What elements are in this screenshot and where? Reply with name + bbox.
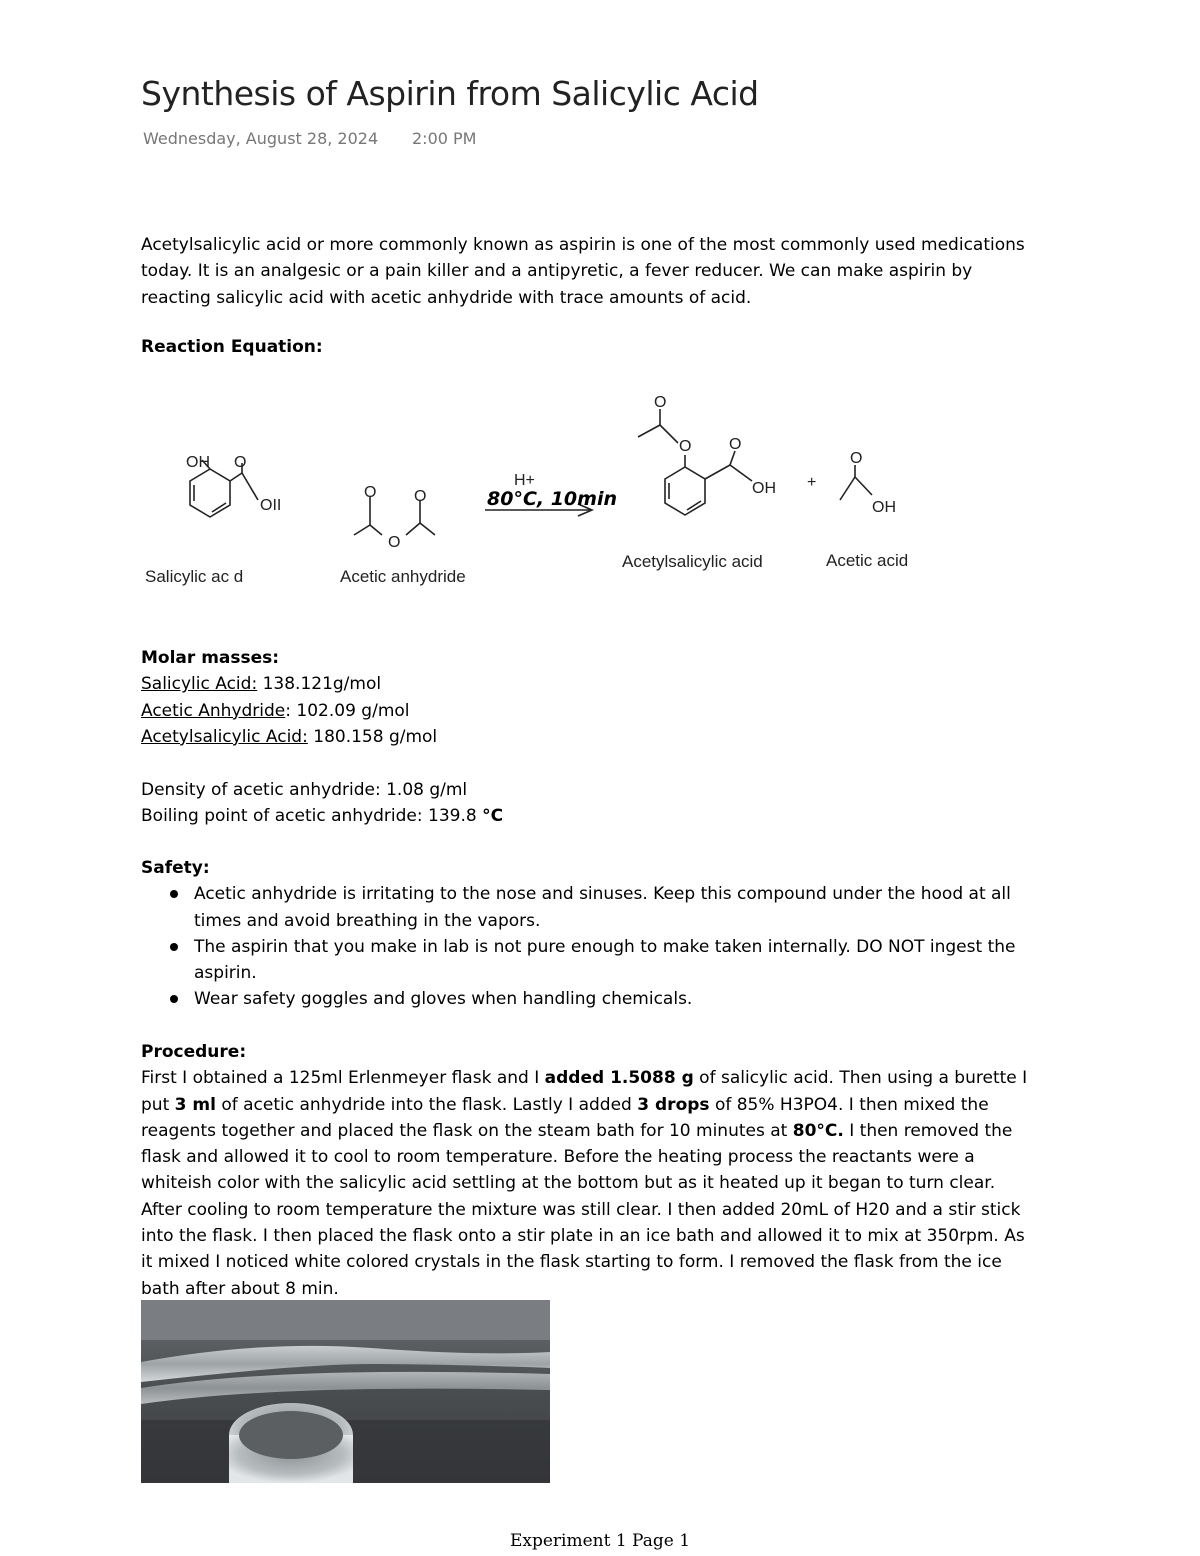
aspirin-ring [665, 467, 705, 515]
acetylsalicylic-acid-label: Acetylsalicylic acid [622, 552, 763, 571]
list-item [194, 881, 1041, 934]
page-date: Wednesday, August 28, 2024 [143, 129, 379, 148]
salicylic-acid-label: Salicylic ac d [145, 567, 244, 586]
safety-item-text: Acetic anhydride is irritating to the nose and sinuses. Keep this compound under the hood at all times and avoid breathing in the vapors. [194, 884, 1011, 931]
compound-value: 180.158 g/mol [307, 726, 438, 747]
bullet-icon [170, 890, 178, 898]
safety-heading: Safety: [141, 858, 210, 878]
plus-sign: + [807, 474, 817, 491]
atom-label: O [234, 454, 247, 471]
catalyst-label: H+ [514, 472, 535, 489]
procedure-section [141, 1039, 1041, 1302]
safety-item-text: Wear safety goggles and gloves when handling chemicals. [194, 989, 693, 1010]
molar-mass-row [141, 698, 1041, 724]
procedure-run: of acetic anhydride into the flask. Lastly I added [215, 1094, 638, 1115]
molar-mass-row [141, 724, 1041, 750]
intro-paragraph: Acetylsalicylic acid or more commonly known as aspirin is one of the most commonly used medications today. It is an analgesic or a pain killer and a antipyretic, a fever reducer. We can make aspirin by reacting salicylic acid with acetic anhydride with trace amounts of acid. [141, 235, 1025, 308]
procedure-emphasis: 80°C. [792, 1120, 844, 1141]
atom-label: OH [186, 454, 210, 471]
bullet-icon [170, 943, 178, 951]
reaction-scheme [130, 385, 960, 605]
procedure-run: I then removed the flask and allowed it to cool to room temperature. Before the heating process the reactants were a whiteish color with the salicylic acid settling at the bottom but as it heated up it began to turn clear. After cooling to room temperature the mixture was still clear. I then added 20mL of H20 and a stir stick into the flask. I then placed the flask onto a stir plate in an ice bath and allowed it to mix at 350rpm. As it mixed I noticed white colored crystals in the flask starting to form. I removed the flask from the ice bath after about 8 min. [141, 1120, 1025, 1299]
atom-label: O [364, 484, 377, 501]
compound-name: Salicylic Acid: [141, 674, 258, 695]
procedure-run: of salicylic acid. Then using a burette I put [141, 1068, 1028, 1115]
molar-masses-section [141, 645, 1041, 750]
procedure-emphasis: 3 drops [637, 1094, 710, 1115]
safety-item-text: The aspirin that you make in lab is not pure enough to make taken internally. DO NOT ingest the aspirin. [194, 936, 1016, 984]
list-item [194, 986, 1041, 1012]
atom-label: O [729, 436, 742, 453]
page-footer: Experiment 1 Page 1 [509, 1531, 691, 1551]
safety-list [141, 881, 1041, 1012]
acetic-anhydride-label: Acetic anhydride [340, 567, 466, 586]
procedure-emphasis: added 1.5088 g [544, 1068, 694, 1089]
atom-label: OII [260, 497, 282, 514]
procedure-run: First I obtained a 125ml Erlenmeyer flask and I [141, 1068, 545, 1089]
density-line: Density of acetic anhydride: 1.08 g/ml [141, 780, 468, 800]
safety-section [141, 855, 1041, 1013]
atom-label: OH [872, 499, 896, 516]
atom-label: O [679, 438, 692, 455]
atom-label: O [388, 534, 401, 551]
list-item [194, 934, 1041, 987]
procedure-run: of 85% H3PO4. I then mixed the reagents together and placed the flask on the steam bath for 10 minutes at [141, 1094, 989, 1141]
compound-name: Acetylsalicylic Acid: [141, 726, 308, 747]
acetic-acid-label: Acetic acid [826, 551, 909, 570]
reaction-heading: Reaction Equation: [141, 337, 323, 357]
flask-photo [141, 1300, 550, 1483]
page-title: Synthesis of Aspirin from Salicylic Acid [141, 74, 759, 113]
atom-label: O [654, 394, 667, 411]
procedure-emphasis: 3 ml [174, 1094, 216, 1115]
bullet-icon [170, 995, 178, 1003]
molar-mass-row [141, 671, 1041, 697]
atom-label: O [850, 450, 863, 467]
procedure-text [141, 1065, 1041, 1302]
compound-value: : 102.09 g/mol [285, 700, 410, 721]
boiling-point-line [141, 803, 1041, 829]
salicylic-ring [190, 469, 230, 517]
page-time: 2:00 PM [412, 129, 477, 148]
molar-masses-heading: Molar masses: [141, 648, 280, 668]
boiling-point-text: Boiling point of acetic anhydride: 139.8 [141, 806, 483, 827]
conditions-label: 80°C, 10min [487, 488, 617, 510]
compound-value: 138.121g/mol [257, 674, 382, 695]
properties-section [141, 777, 1041, 830]
atom-label: OH [752, 480, 776, 497]
compound-name: Acetic Anhydride [141, 700, 286, 721]
procedure-heading: Procedure: [141, 1042, 247, 1062]
atom-label: O [414, 488, 427, 505]
boiling-point-unit: °C [482, 806, 504, 827]
